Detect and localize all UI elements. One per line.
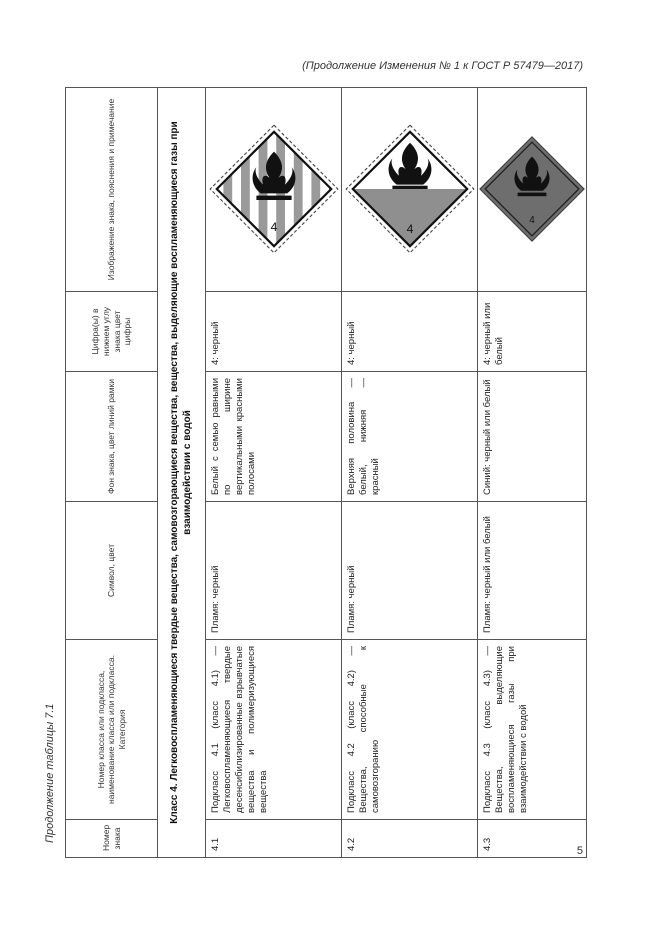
placard-4-2 [344, 124, 476, 256]
col-header-digit: Цифра(ы) в нижнем углу знака цвет цифры [66, 292, 158, 372]
digit-color: 4: черный или белый [478, 292, 587, 372]
placard-4-1 [208, 124, 340, 256]
placard-4-3 [478, 136, 586, 244]
table-row [342, 88, 478, 858]
col-header-symbol: Символ, цвет [66, 502, 158, 640]
digit-color: 4: черный [342, 292, 478, 372]
table-row [206, 88, 342, 858]
sign-image-cell [206, 88, 342, 292]
class-row [158, 88, 206, 858]
background-color: Белый с семью равными по ширине вертикальными красными полосами [206, 372, 342, 502]
class-4-title: Класс 4. Легковоспламеняющиеся твердые вещества, самовозгорающиеся вещества, вещества, выделяющие воспламеняющиеся газы при взаимодействии с водой [158, 88, 206, 858]
class-name: Подкласс 4.2 (класс 4.2) — Вещества, способные к самовозгоранию [342, 640, 478, 820]
table-caption: Продолжение таблицы 7.1 [44, 703, 56, 843]
hazard-sign-table [65, 87, 587, 858]
background-color: Верхняя половина — белый, нижняя — красный [342, 372, 478, 502]
col-header-sign-image: Изображение знака, пояснения и примечание [66, 88, 158, 292]
rotated-table-frame [65, 88, 586, 858]
symbol-color: Пламя: черный [206, 502, 342, 640]
table-row [478, 88, 587, 858]
symbol-color: Пламя: черный [342, 502, 478, 640]
sign-image-cell [478, 88, 587, 292]
col-header-background: Фон знака, цвет линий рамки [66, 372, 158, 502]
background-color: Синий: черный или белый [478, 372, 587, 502]
sign-number: 4.2 [342, 820, 478, 858]
class-name: Подкласс 4.1 (класс 4.1) — Легковоспламеняющиеся твердые десенсибилизированные взрывчатые вещества и полимеризующиеся вещества [206, 640, 342, 820]
sign-image-cell [342, 88, 478, 292]
class-name: Подкласс 4.3 (класс 4.3) — Вещества, выделяющие воспламеняющиеся газы при взаимодействии с водой [478, 640, 587, 820]
sign-number: 4.1 [206, 820, 342, 858]
digit-color: 4: черный [206, 292, 342, 372]
table-header-row [66, 88, 158, 858]
symbol-color: Пламя: черный или белый [478, 502, 587, 640]
col-header-number: Номер знака [66, 820, 158, 858]
sign-number: 4.3 [478, 820, 587, 858]
class-digit: 4 [529, 215, 535, 227]
page-number: 5 [576, 845, 583, 857]
col-header-class-name: Номер класса или подкласса, наименование класса или подкласса. Категория [66, 640, 158, 820]
class-digit: 4 [270, 220, 277, 235]
page-header: (Продолжение Изменения № 1 к ГОСТ Р 57479—2017) [302, 60, 583, 72]
class-digit: 4 [406, 222, 413, 237]
